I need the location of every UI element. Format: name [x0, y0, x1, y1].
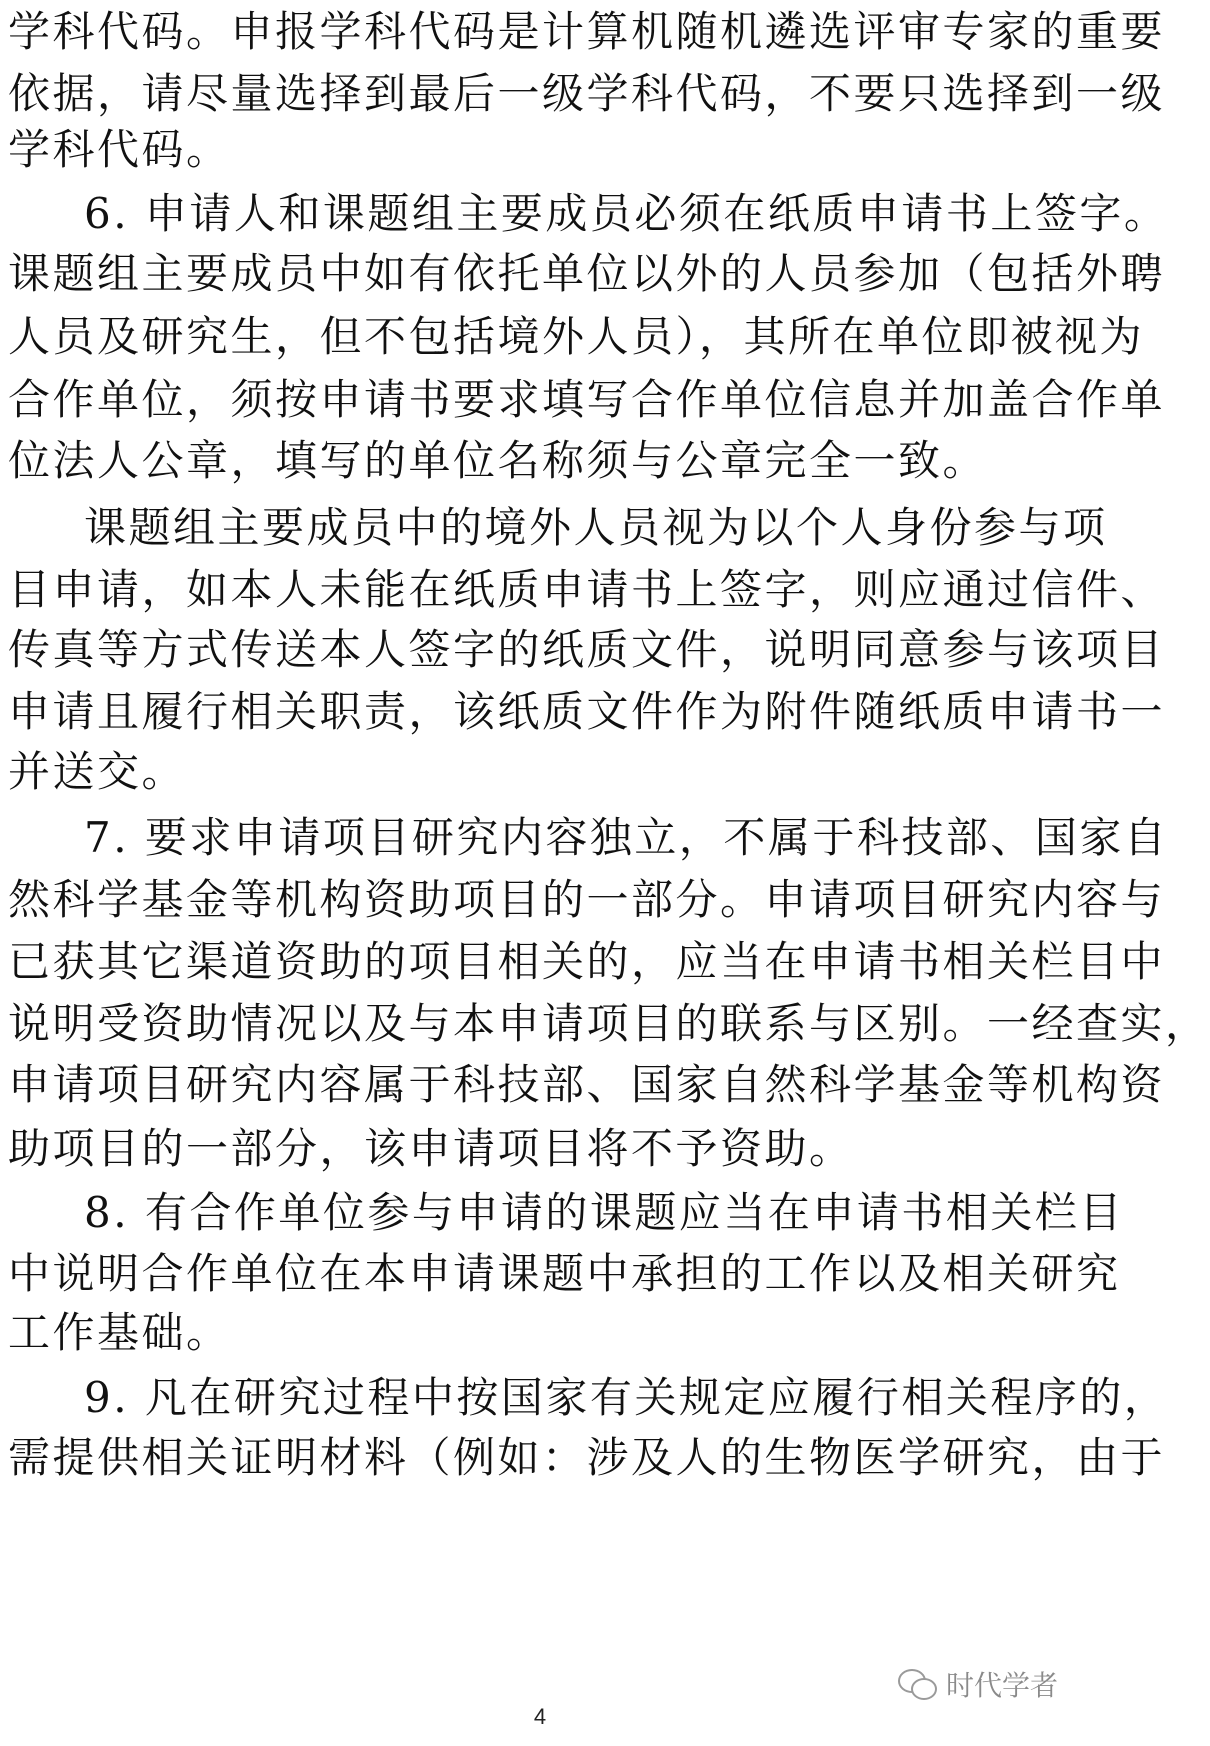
page-number: 4 [533, 1704, 547, 1729]
text-line: 已获其它渠道资助的项目相关的，应当在申请书相关栏目中 [8, 937, 1166, 986]
text-line: 说明受资助情况以及与本申请项目的联系与区别。一经查实， [8, 999, 1210, 1048]
paragraph-start-line: 6. 申请人和课题组主要成员必须在纸质申请书上签字。 [84, 189, 1169, 238]
text-line: 位法人公章，填写的单位名称须与公章完全一致。 [8, 436, 988, 485]
text-line: 合作单位，须按申请书要求填写合作单位信息并加盖合作单 [8, 375, 1166, 424]
text-line: 助项目的一部分，该申请项目将不予资助。 [8, 1124, 854, 1173]
text-line: 学科代码。申报学科代码是计算机随机遴选评审专家的重要 [8, 7, 1166, 56]
watermark [898, 1664, 1058, 1704]
paragraph-start-line: 课题组主要成员中的境外人员视为以个人身份参与项 [84, 503, 1108, 552]
text-line: 中说明合作单位在本申请课题中承担的工作以及相关研究 [8, 1249, 1121, 1298]
watermark-text: 时代学者 [945, 1669, 1058, 1702]
text-line: 人员及研究生，但不包括境外人员），其所在单位即被视为 [8, 312, 1145, 361]
paragraph-start-line: 7. 要求申请项目研究内容独立，不属于科技部、国家自 [84, 813, 1169, 862]
text-line: 申请项目研究内容属于科技部、国家自然科学基金等机构资 [8, 1060, 1166, 1109]
text-line: 申请且履行相关职责，该纸质文件作为附件随纸质申请书一 [8, 687, 1166, 736]
text-line: 学科代码。 [8, 125, 231, 174]
text-line: 并送交。 [8, 747, 187, 796]
text-line: 课题组主要成员中如有依托单位以外的人员参加（包括外聘 [8, 249, 1166, 298]
paragraph-start-line: 8. 有合作单位参与申请的课题应当在申请书相关栏目 [84, 1188, 1124, 1237]
text-line: 工作基础。 [8, 1308, 231, 1357]
text-line: 需提供相关证明材料（例如：涉及人的生物医学研究，由于 [8, 1433, 1166, 1482]
wechat-icon [898, 1667, 938, 1701]
text-line: 传真等方式传送本人签字的纸质文件，说明同意参与该项目 [8, 625, 1166, 674]
paragraph-start-line: 9. 凡在研究过程中按国家有关规定应履行相关程序的， [84, 1373, 1169, 1422]
text-line: 然科学基金等机构资助项目的一部分。申请项目研究内容与 [8, 875, 1166, 924]
text-line: 依据，请尽量选择到最后一级学科代码，不要只选择到一级 [8, 69, 1166, 118]
text-line: 目申请，如本人未能在纸质申请书上签字，则应通过信件、 [8, 565, 1166, 614]
